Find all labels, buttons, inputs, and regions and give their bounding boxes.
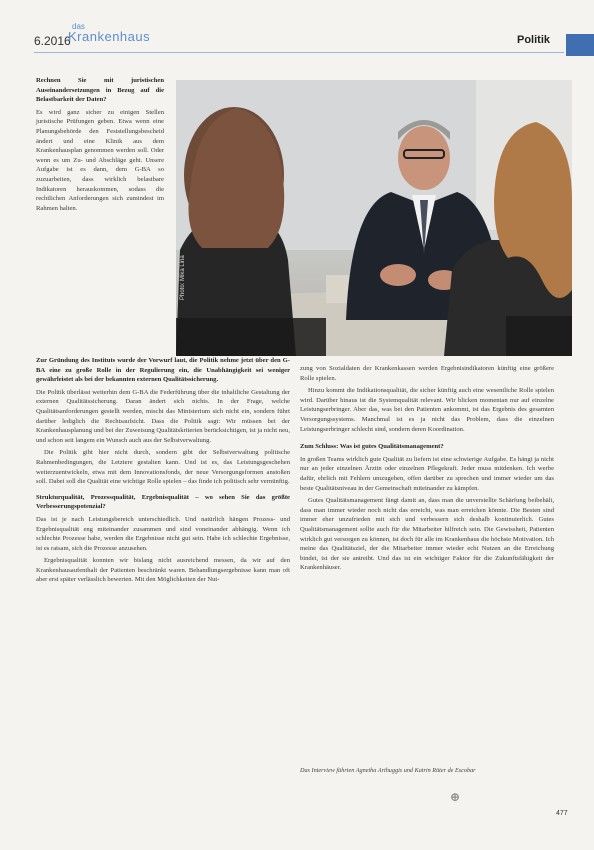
issue-date: 6.2016 xyxy=(34,34,71,48)
answer-4-part-1: In großen Teams wirklich gute Qualität zu liefern ist eine schwierige Aufgabe. Es hängt ja nicht nur an jeder einzelnen Ärztin oder einzelnen Pflegekraft. Jeder muss mitdenken. Ich werbe dafür, ehrlich mit Fehlern umzugehen, offen darüber zu sprechen und immer wieder um das beste Qualitätsniveau in der Gemeinschaft miteinander zu kämpfen. xyxy=(300,455,554,492)
answer-2-part-2: Die Politik gibt hier nicht durch, sondern gibt der Selbstverwaltung politische Rahmenbedingungen, die Letztere gestalten kann. Und ist es, das Leistungsgeschehen weiterzuentwickeln, etwa mit dem Innovationsfonds, der neue Versorgungsformen anstoßen soll. Dabei soll die Qualität eine wichtige Rolle spielen – das finde ich politisch sehr vernünftig. xyxy=(36,449,290,486)
interview-photo xyxy=(176,80,572,356)
answer-3-part-2: Ergebnisqualität konnten wir bislang nicht ausreichend messen, da wir auf den Krankenhausaufenthalt der Patienten beschränkt waren. Behandlungsergebnisse kann man oft aber erst später verlässlich bewerten. Mit den Möglichkeiten der Nut- xyxy=(36,557,290,584)
answer-3-part-4: Hinzu kommt die Indikationsqualität, die sicher künftig auch eine wesentliche Rolle spielen wird. Darüber hinaus ist die Systemqualität relevant. Wir blicken momentan nur auf einzelne Leistungserbringer. Aber das, was bei den Patienten ankommt, ist das Ergebnis des gesamten Versorgungssystems. Manchmal ist es ja nicht das Problem, dass die einzelnen Leistungserbringer schlecht sind, sondern deren Koordination. xyxy=(300,387,554,433)
photo-credit: Photo: Mika Lina xyxy=(180,255,186,300)
question-4: Zum Schluss: Was ist gutes Qualitätsmanagement? xyxy=(300,443,444,451)
question-2: Zur Gründung des Instituts wurde der Vorwurf laut, die Politik nehme jetzt über den G-BA eine zu große Rolle in der Regulierung ein, die Unabhängigkeit sei weniger gewährleistet als bei der bekannten externen Qualitätssicherung. xyxy=(36,357,290,384)
section-tab xyxy=(566,34,594,56)
header-rule xyxy=(34,52,564,53)
answer-4-part-2: Gutes Qualitätsmanagement fängt damit an, dass man die unverstellte Schärfung beibehält, dass man immer wieder noch nicht das erreicht, was man erreichen könnte. Die Besten sind immer eher unzufrieden mit sich und verbessern sich deshalb kontinuierlich. Gutes Qualitätsmanagement sollte auch für die Mitarbeiter hilfreich sein. Die Gewissheit, Patienten wirklich gut versorgen zu können, ist doch für alle im Krankenhaus die höchste Motivation. Ich meine das Qualitätsziel, der die Mitarbeiter immer wieder echt Nutzen an die Erreichung bindet, ist der sie antreibt. Und das ist ein wichtiger Faktor für die Zukunftsfähigkeit der Krankenhäuser. xyxy=(300,497,554,572)
lower-left-column xyxy=(36,356,290,588)
question-3: Strukturqualität, Prozessqualität, Ergebnisqualität – wo sehen Sie das größte Verbesserungspotenzial? xyxy=(36,493,290,511)
page-header xyxy=(0,0,594,70)
end-mark-icon: ⊕ xyxy=(450,790,461,804)
page-number: 477 xyxy=(556,810,568,817)
logo-small-text: das xyxy=(72,22,85,31)
answer-2-part-1: Die Politik überlässt weiterhin dem G-BA die Federführung über die inhaltliche Gestaltung der externen Qualitätssicherung. Daran ändert sich nichts. In der Frage, welche Qualitätsanforderungen gestellt werden, mischt das Ministerium sich nicht ein, sondern führt darüber lediglich die Rechtsaufsicht. Dass die Politik sagt: Wir müssen bei der Krankenhausplanung und bei der Zuweisung Qualitätskriterien berücksichtigen, ist ja nicht neu, und schon seit langem ein Wunsch auch aus der Selbstverwaltung. xyxy=(36,388,290,444)
right-column xyxy=(300,364,554,576)
answer-1: Es wird ganz sicher zu einigen Stellen juristische Prüfungen geben. Etwa wenn eine Planungsbehörde den Feststellungsbescheid ändert und eine Klinik aus dem Krankenhausplan genommen werden soll. Oder wenn es um Zu- und Abschläge geht. Unsere Aufgabe ist es dann, dem G-BA so zuzuarbeiten, dass wirklich belastbare Indikatoren herauskommen, sodass die rechtlichen Anforderungen sich zumindest im Rahmen halten. xyxy=(36,108,164,212)
answer-3-part-1: Das ist je nach Leistungsbereich unterschiedlich. Und natürlich hängen Prozess- und Ergebnisqualität eng miteinander zusammen und sind voneinander abhängig. Wenn ich schlechte Prozesse habe, werden die Ergebnisse nicht gut sein. Habe ich schlechte Ergebnisse, ist es ratsam, sich die Prozesse anzusehen. xyxy=(36,515,290,552)
answer-3-part-3: zung von Sozialdaten der Krankenkassen werden Ergebnisindikatoren künftig eine größere Rolle spielen. xyxy=(300,365,554,382)
interview-byline: Das Interview führten Agnetha Arthuggis und Katrin Rüter de Escobar xyxy=(300,767,476,774)
question-1: Rechnen Sie mit juristischen Auseinandersetzungen in Bezug auf die Belastbarkeit der Daten? xyxy=(36,77,164,104)
photo-illustration xyxy=(176,80,572,356)
magazine-logo xyxy=(68,22,150,42)
left-column xyxy=(36,76,164,216)
logo-big-text: Krankenhaus xyxy=(68,29,151,44)
section-title: Politik xyxy=(516,34,550,46)
